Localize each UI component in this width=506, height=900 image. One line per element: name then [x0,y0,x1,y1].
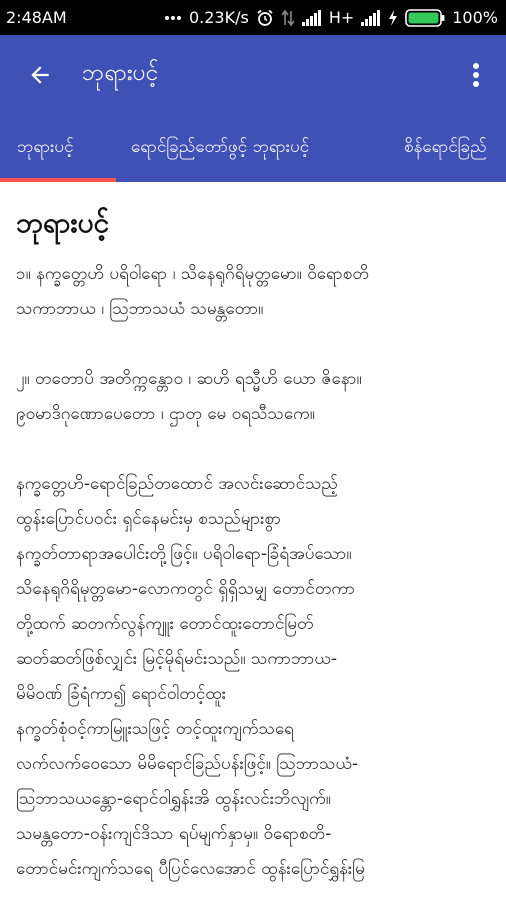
article-title: ဘုရားပင့် [16,206,110,239]
article-line: သိနေရုဂိရိမုတ္တမော-လောကတွင် ရှိရှိသမျှ တောင်တကာ [16,579,356,599]
article-body [16,257,500,887]
data-arrows-icon [281,9,295,27]
page-title: ဘုရားပင့် [82,60,159,86]
blank-line [16,327,500,362]
network-type: H+ [328,8,355,27]
article-line: သြဘာသယန္တော-ရောင်ဝါရွှန်းအိ ထွန်းလင်းဘိလျက်။ [16,789,331,809]
article-line: နက္ခတ်စုံဝင့်ကာမြူးသဖြင့် တင့်ထူးကျက်သရေ [16,719,294,739]
article-line: မိမိ၀ဏ် ခြံရံကာ၍ ရောင်ဝါတင့်ထူး [16,684,227,704]
article-line: တောင်မင်းကျက်သရေ ပီပြင်လေအောင် ထွန်းပြောင်ရွှန်းမြ [16,859,365,879]
status-bar [0,0,506,35]
article-line: သကာဘာယ ၊ သြဘာသယံ သမန္တတော။ [16,299,264,319]
article-line: ၉၀မာဒိဂုဏောပေတော ၊ ဌာတု မေ ၀ရသီသကေ။ [16,404,315,424]
battery-percent: 100% [452,8,498,27]
article-line: နက္ခတ္တေဟိ-ရောင်ခြည်တထောင် အလင်းဆောင်သည့် [16,474,338,494]
arrow-back-icon [27,62,53,88]
blank-line [16,432,500,467]
ellipsis-icon [164,15,182,21]
article-line: ထွန်းပြောင်ပဝင်း ရှင်နေမင်းမှ စသည်များစွာ [16,509,281,529]
tab-bar [0,115,506,182]
article-line: တို့ထက် ဆတက်လွန်ကျူး တောင်ထူးတောင်မြတ် [16,614,314,634]
article-line: လက်လက်ဝေသော မိမိရောင်ခြည်ပန်းဖြင့်။ သြဘာသယံ- [16,754,359,774]
tab-sein-yaungchi[interactable]: စိန်ရောင်ခြည် [404,137,487,157]
article-line: ၂။ တတောပိ အတိက္ကန္တော၀ ၊ ဆဟိ ရသ္မီဟိ ယော ဇိနော။ [16,369,362,389]
article-line: ဆတ်ဆတ်ဖြစ်လျှင်း မြင့်မိုရ်မင်းသည်။ သကာဘာယ- [16,649,337,669]
alarm-icon [256,9,274,27]
overflow-menu-button[interactable] [446,35,506,115]
back-button[interactable] [0,35,80,115]
charging-icon [388,10,398,26]
app-bar [0,35,506,115]
article-line: ၁။ နက္ခတ္တေဟိ ပရိဝါရော ၊ သိနေရုဂိရိမုတ္တမော။ ဝိရောစတိ [16,264,369,284]
battery-icon [405,9,445,27]
status-time: 2:48AM [6,8,67,27]
article-content[interactable] [0,182,506,900]
network-speed: 0.23K/s [188,8,249,27]
signal-icon [302,10,322,26]
article-line: သမန္တတော-ဝန်းကျင်ဒိသာ ရပ်မျက်နှာမှ။ ဝိရောစတိ- [16,824,332,844]
article-line: နက္ခတ်တာရာအပေါင်းတို့ဖြင့်။ ပရိဝါရော-ခြံရံအပ်သော။ [16,544,352,564]
more-vert-icon [472,62,480,88]
tab-yaungchi-phwin[interactable]: ရောင်ခြည်တော်ဖွင့် ဘုရားပင့် [131,137,310,157]
signal-icon-2 [361,10,381,26]
tab-buyar-pin[interactable]: ဘုရားပင့် [17,137,74,157]
